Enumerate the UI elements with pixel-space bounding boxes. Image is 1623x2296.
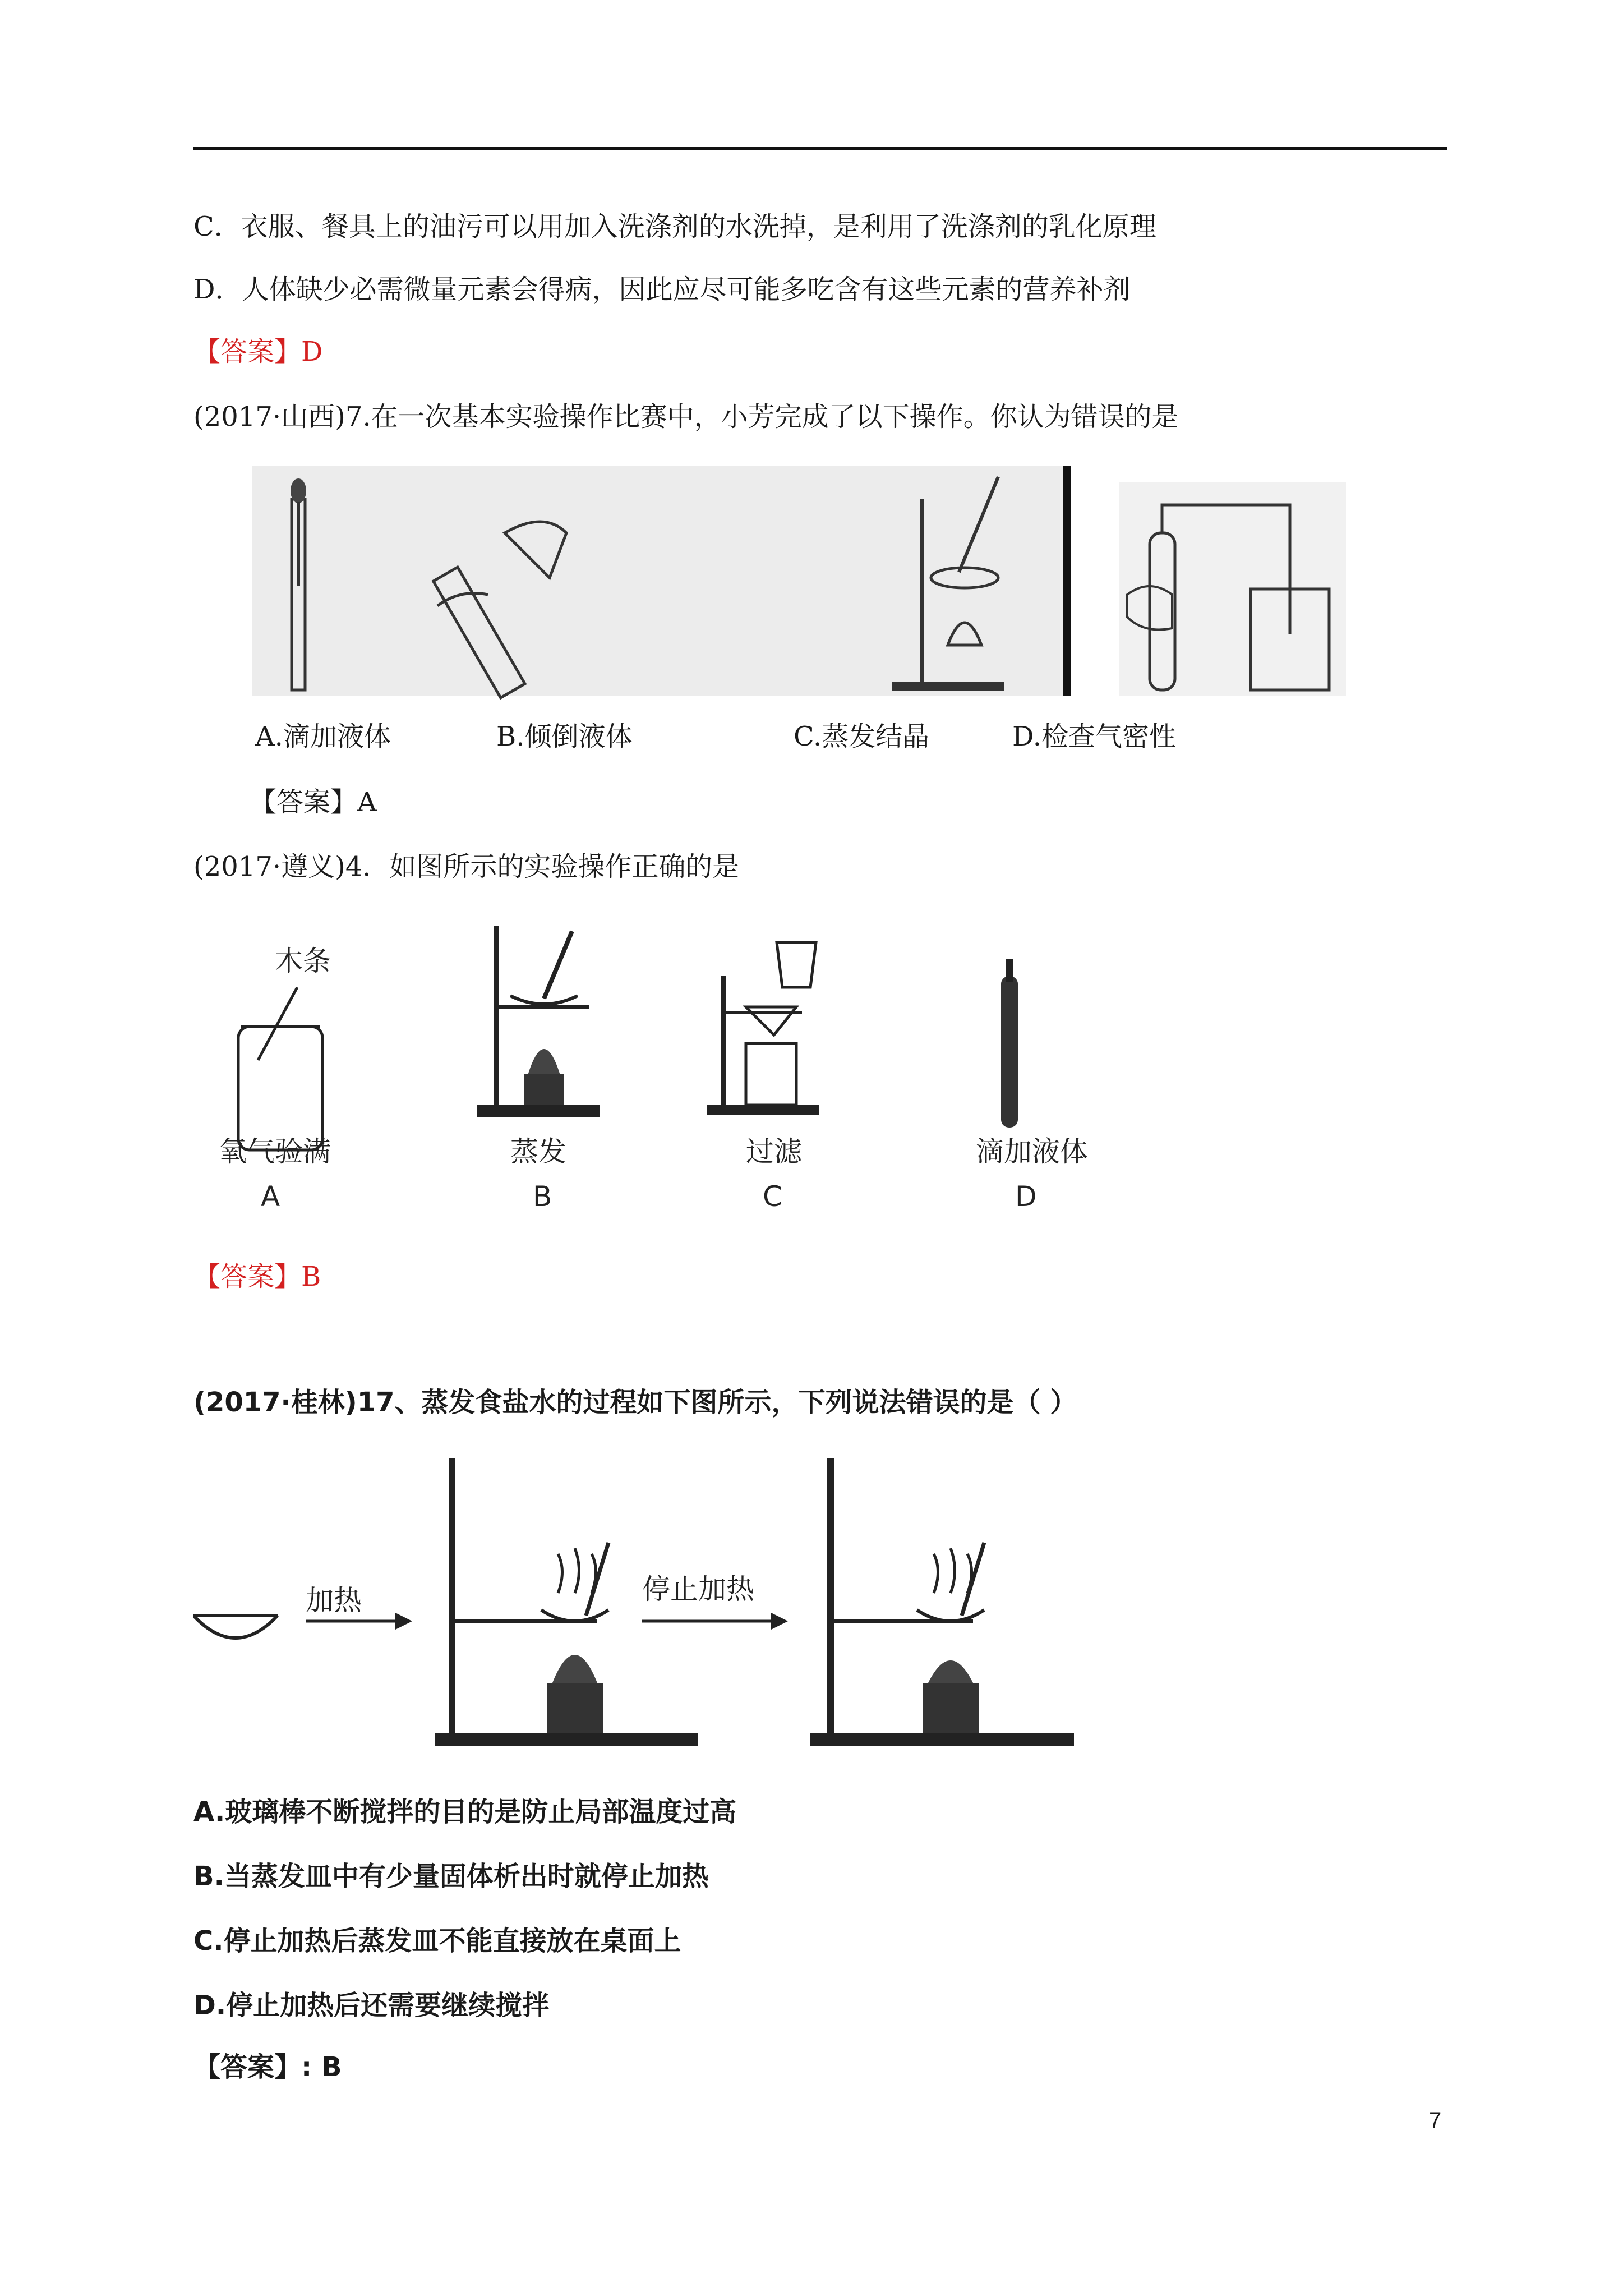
option-a: A.玻璃棒不断搅拌的目的是防止局部温度过高 xyxy=(193,1796,737,1828)
answer-1: 【答案】D xyxy=(193,336,323,367)
letter-a: A xyxy=(261,1180,280,1213)
letter-c: C xyxy=(763,1180,782,1213)
question-4: (2017·遵义)4．如图所示的实验操作正确的是 xyxy=(193,851,740,882)
letter-b: B xyxy=(533,1180,552,1213)
label-d: 滴加液体 xyxy=(976,1135,1088,1168)
figure-operations-drawing xyxy=(208,909,1161,1223)
answer-4: 【答案】: B xyxy=(193,2051,342,2083)
caption-a: A.滴加液体 xyxy=(255,721,391,752)
figure-operations-photo xyxy=(252,466,1346,701)
option-d-previous: D．人体缺少必需微量元素会得病，因此应尽可能多吃含有这些元素的营养补剂 xyxy=(193,274,1131,305)
arrow-heat-label: 加热 xyxy=(306,1584,362,1617)
question-7: (2017·山西)7.在一次基本实验操作比赛中，小芳完成了以下操作。你认为错误的是 xyxy=(193,401,1179,432)
option-c-previous: C．衣服、餐具上的油污可以用加入洗涤剂的水洗掉，是利用了洗涤剂的乳化原理 xyxy=(193,211,1156,242)
arrow-stop-label: 停止加热 xyxy=(642,1573,754,1605)
option-b: B.当蒸发皿中有少量固体析出时就停止加热 xyxy=(193,1861,709,1892)
answer-2: 【答案】A xyxy=(250,786,377,818)
page-number: 7 xyxy=(1429,2108,1442,2133)
question-17: (2017·桂林)17、蒸发食盐水的过程如下图所示，下列说法错误的是（ ） xyxy=(193,1387,1077,1418)
option-c: C.停止加热后蒸发皿不能直接放在桌面上 xyxy=(193,1925,681,1957)
caption-b: B.倾倒液体 xyxy=(496,721,633,752)
figure-evaporation-process xyxy=(193,1447,1091,1761)
label-a: 氧气验满 xyxy=(219,1135,331,1168)
header-rule xyxy=(193,147,1447,150)
caption-d: D.检查气密性 xyxy=(1012,721,1177,752)
stick-label: 木条 xyxy=(275,945,331,977)
label-b: 蒸发 xyxy=(510,1135,566,1168)
letter-d: D xyxy=(1015,1180,1037,1213)
option-d: D.停止加热后还需要继续搅拌 xyxy=(193,1990,550,2021)
label-c: 过滤 xyxy=(746,1135,802,1168)
answer-3: 【答案】B xyxy=(193,1261,321,1292)
caption-c: C.蒸发结晶 xyxy=(794,721,930,752)
